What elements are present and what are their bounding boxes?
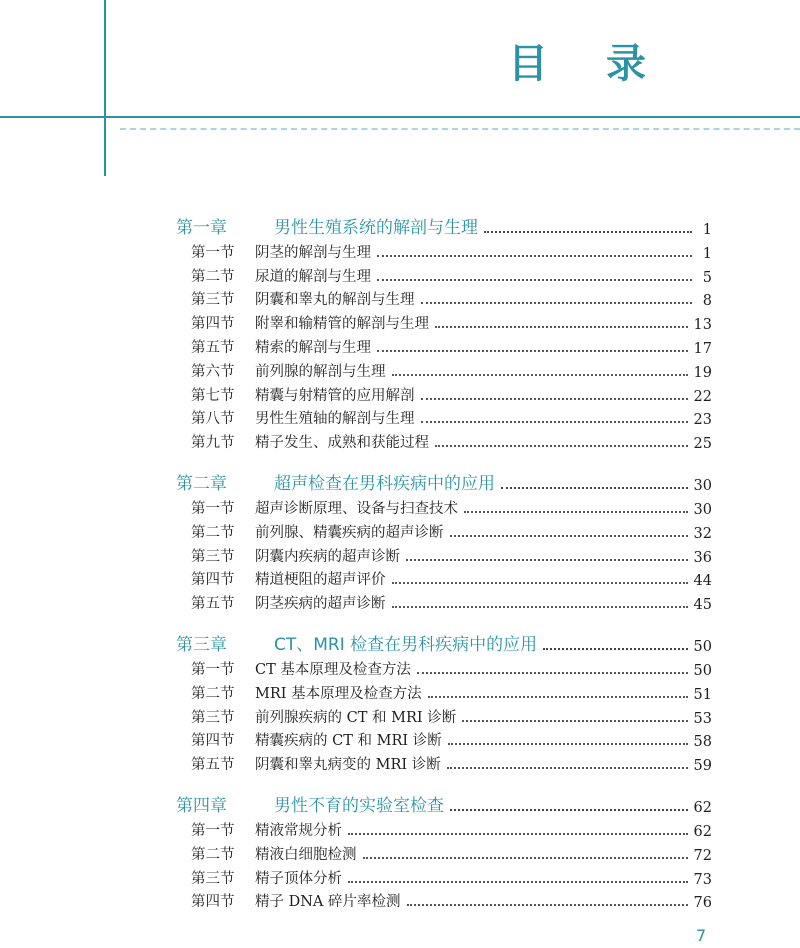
section-entry[interactable]: [176, 542, 712, 566]
section-number: 第一节: [191, 500, 235, 517]
section-entry[interactable]: [176, 494, 712, 518]
section-number: 第三节: [191, 870, 235, 887]
section-entry[interactable]: [176, 864, 712, 888]
section-page: 76: [693, 895, 712, 912]
section-entry[interactable]: [176, 816, 712, 840]
chapter-entry[interactable]: [176, 627, 712, 655]
leader-dots: [543, 648, 687, 650]
chapter-entry[interactable]: [176, 210, 712, 238]
page-title: 目录: [508, 41, 704, 87]
section-title: 阴茎的解剖与生理: [255, 244, 371, 261]
chapter-title: 男性不育的实验室检查: [274, 796, 444, 817]
chapter-page: 50: [693, 639, 712, 656]
leader-dots: [406, 559, 688, 561]
section-entry[interactable]: [176, 727, 712, 751]
section-entry[interactable]: [176, 286, 712, 310]
chapter-page: 1: [702, 222, 712, 238]
section-number: 第一节: [191, 822, 235, 839]
leader-dots: [348, 833, 688, 835]
section-number: 第八节: [191, 411, 235, 428]
section-number: 第四节: [191, 733, 235, 750]
section-title: 前列腺、精囊疾病的超声诊断: [255, 524, 444, 541]
section-page: 58: [693, 734, 712, 751]
section-title: 附睾和输精管的解剖与生理: [255, 316, 429, 333]
section-page: 5: [702, 269, 712, 286]
section-number: 第二节: [191, 685, 235, 702]
chapter-number: 第四章: [176, 796, 227, 817]
section-entry[interactable]: [176, 333, 712, 357]
leader-dots: [435, 326, 688, 328]
leader-dots: [462, 720, 687, 722]
section-page: 17: [693, 340, 712, 357]
chapter-title: CT、MRI 检查在男科疾病中的应用: [274, 635, 538, 656]
section-title: MRI 基本原理及检查方法: [255, 685, 422, 702]
section-entry[interactable]: [176, 309, 712, 333]
section-page: 1: [702, 245, 712, 262]
section-title: CT 基本原理及检查方法: [255, 661, 411, 678]
chapter-entry[interactable]: [176, 466, 712, 494]
section-entry[interactable]: [176, 703, 712, 727]
leader-dots: [377, 279, 692, 281]
header-vertical-rule: [104, 0, 106, 176]
section-entry[interactable]: [176, 357, 712, 381]
section-page: 50: [693, 662, 712, 679]
leader-dots: [464, 511, 688, 513]
chapter-block: [176, 210, 712, 452]
section-page: 72: [693, 847, 712, 864]
section-page: 22: [693, 388, 712, 405]
page-number: 7: [696, 926, 707, 945]
leader-dots: [417, 672, 688, 674]
section-entry[interactable]: [176, 655, 712, 679]
section-entry[interactable]: [176, 888, 712, 912]
section-title: 男性生殖轴的解剖与生理: [255, 411, 415, 428]
chapter-page: 62: [693, 800, 712, 817]
section-number: 第二节: [191, 846, 235, 863]
leader-dots: [363, 857, 688, 859]
section-number: 第二节: [191, 268, 235, 285]
section-page: 62: [693, 823, 712, 840]
section-number: 第四节: [191, 572, 235, 589]
section-title: 精索的解剖与生理: [255, 339, 371, 356]
section-page: 23: [693, 412, 712, 429]
leader-dots: [435, 445, 688, 447]
section-entry[interactable]: [176, 679, 712, 703]
chapter-title: 超声检查在男科疾病中的应用: [274, 474, 495, 495]
leader-dots: [421, 421, 688, 423]
leader-dots: [421, 398, 688, 400]
section-title: 阴囊和睾丸病变的 MRI 诊断: [255, 757, 441, 774]
section-title: 阴囊内疾病的超声诊断: [255, 548, 400, 565]
section-entry[interactable]: [176, 381, 712, 405]
leader-dots: [428, 696, 688, 698]
section-number: 第四节: [191, 316, 235, 333]
section-entry[interactable]: [176, 262, 712, 286]
section-number: 第五节: [191, 596, 235, 613]
leader-dots: [407, 904, 688, 906]
leader-dots: [450, 535, 688, 537]
section-page: 53: [693, 710, 712, 727]
leader-dots: [392, 374, 688, 376]
chapter-number: 第二章: [176, 474, 227, 495]
section-title: 前列腺的解剖与生理: [255, 363, 386, 380]
section-entry[interactable]: [176, 238, 712, 262]
section-entry[interactable]: [176, 518, 712, 542]
section-entry[interactable]: [176, 566, 712, 590]
section-title: 精道梗阻的超声评价: [255, 572, 386, 589]
chapter-block: [176, 627, 712, 774]
leader-dots: [450, 809, 688, 811]
section-entry[interactable]: [176, 840, 712, 864]
section-page: 32: [693, 525, 712, 542]
section-entry[interactable]: [176, 589, 712, 613]
section-page: 13: [693, 317, 712, 334]
section-title: 精囊与射精管的应用解剖: [255, 387, 415, 404]
leader-dots: [447, 767, 688, 769]
section-number: 第四节: [191, 894, 235, 911]
leader-dots: [377, 350, 688, 352]
leader-dots: [377, 255, 692, 257]
section-page: 73: [693, 871, 712, 888]
section-page: 30: [693, 501, 712, 518]
chapter-block: [176, 466, 712, 613]
header-dashed-rule: [120, 128, 800, 130]
section-page: 19: [693, 364, 712, 381]
section-page: 51: [693, 686, 712, 703]
leader-dots: [392, 606, 688, 608]
section-number: 第三节: [191, 292, 235, 309]
section-number: 第一节: [191, 244, 235, 261]
section-title: 精子 DNA 碎片率检测: [255, 894, 401, 911]
leader-dots: [484, 231, 692, 233]
section-entry[interactable]: [176, 428, 712, 452]
section-page: 44: [693, 573, 712, 590]
section-title: 精液常规分析: [255, 822, 342, 839]
section-title: 尿道的解剖与生理: [255, 268, 371, 285]
leader-dots: [392, 582, 688, 584]
section-number: 第一节: [191, 661, 235, 678]
section-page: 45: [693, 597, 712, 614]
section-title: 精子发生、成熟和获能过程: [255, 435, 429, 452]
section-number: 第五节: [191, 339, 235, 356]
section-entry[interactable]: [176, 405, 712, 429]
chapter-number: 第一章: [176, 218, 227, 238]
section-title: 精囊疾病的 CT 和 MRI 诊断: [255, 733, 442, 750]
section-number: 第三节: [191, 548, 235, 565]
chapter-block: [176, 788, 712, 911]
section-title: 精子顶体分析: [255, 870, 342, 887]
section-title: 精液白细胞检测: [255, 846, 357, 863]
section-page: 25: [693, 436, 712, 453]
table-of-contents: [176, 210, 712, 925]
section-number: 第七节: [191, 387, 235, 404]
section-page: 8: [702, 293, 712, 310]
section-title: 超声诊断原理、设备与扫查技术: [255, 500, 458, 517]
leader-dots: [421, 302, 693, 304]
section-number: 第二节: [191, 524, 235, 541]
section-number: 第三节: [191, 709, 235, 726]
section-title: 阴囊和睾丸的解剖与生理: [255, 292, 415, 309]
chapter-number: 第三章: [176, 635, 227, 656]
section-page: 59: [693, 758, 712, 775]
section-number: 第六节: [191, 363, 235, 380]
leader-dots: [448, 743, 688, 745]
section-page: 36: [693, 549, 712, 566]
header-horizontal-rule: [0, 116, 800, 118]
section-title: 前列腺疾病的 CT 和 MRI 诊断: [255, 709, 457, 726]
section-entry[interactable]: [176, 750, 712, 774]
section-title: 阴茎疾病的超声诊断: [255, 596, 386, 613]
leader-dots: [501, 487, 688, 489]
chapter-entry[interactable]: [176, 788, 712, 816]
chapter-title: 男性生殖系统的解剖与生理: [274, 218, 478, 238]
leader-dots: [348, 881, 688, 883]
section-number: 第五节: [191, 757, 235, 774]
section-number: 第九节: [191, 435, 235, 452]
chapter-page: 30: [693, 478, 712, 495]
